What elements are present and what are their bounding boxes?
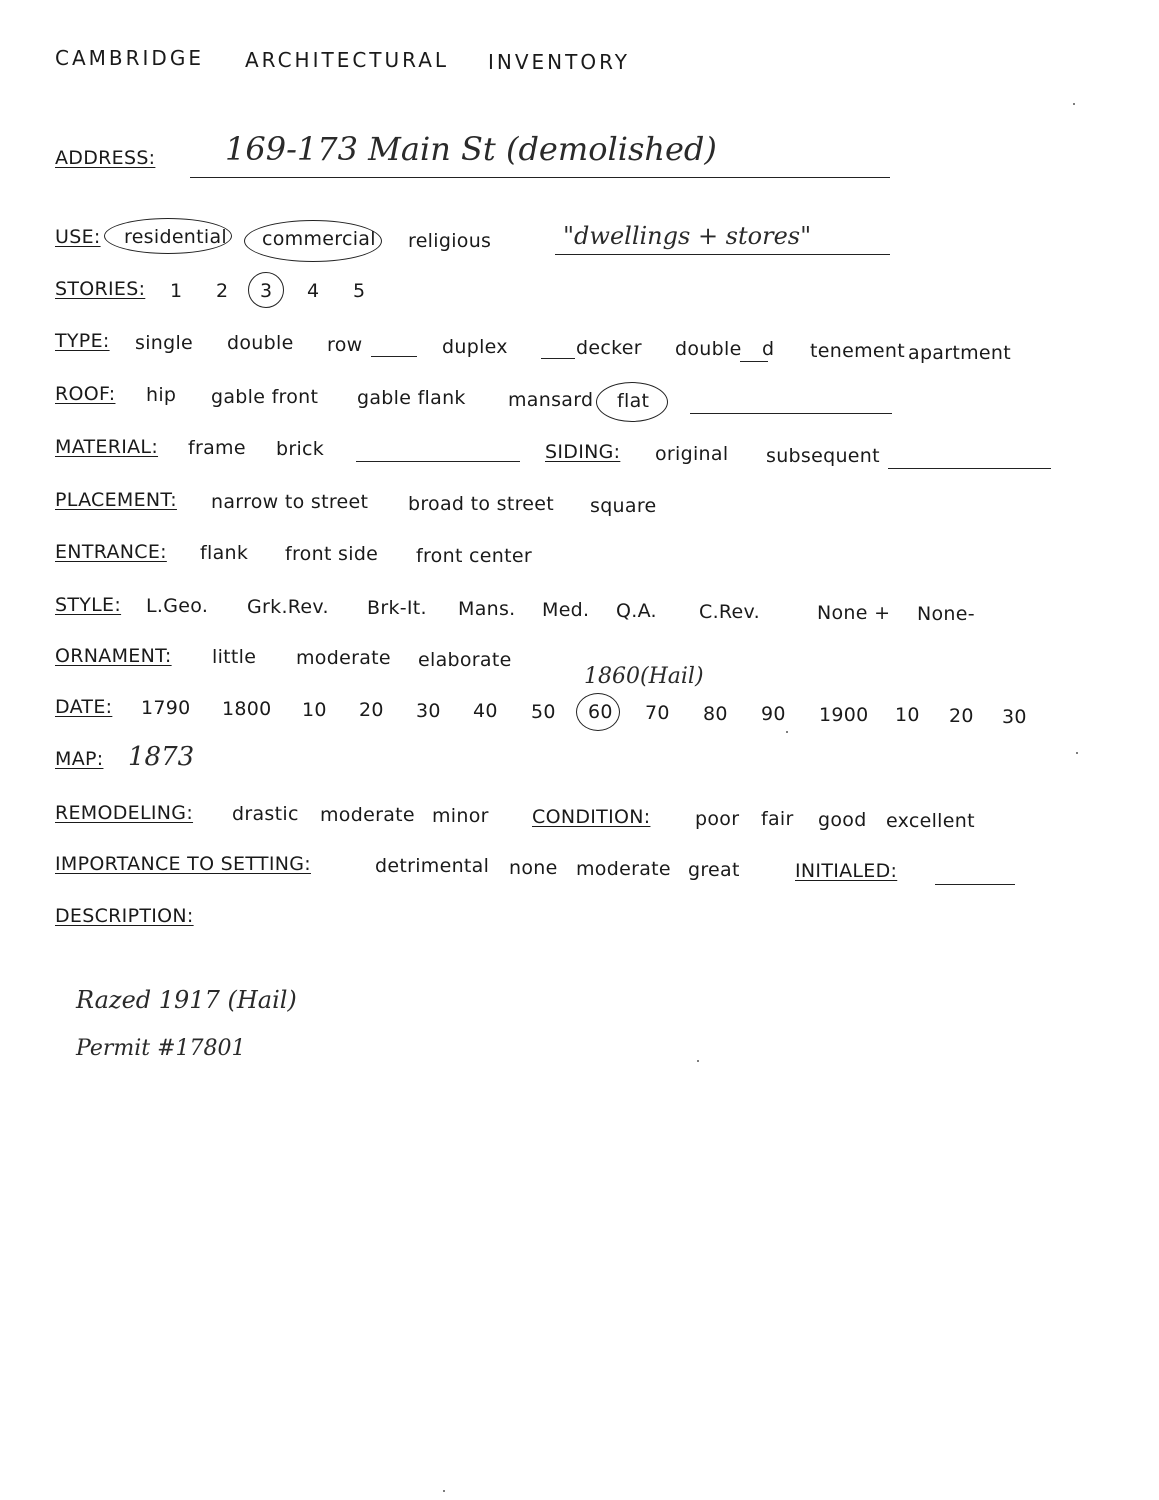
style-crev: C.Rev. xyxy=(699,601,760,623)
address-label: ADDRESS: xyxy=(55,147,156,169)
material-brick: brick xyxy=(276,438,325,460)
type-double-blank xyxy=(740,361,768,362)
type-double-d: d xyxy=(762,338,775,360)
ornament-little: little xyxy=(212,646,257,668)
remodeling-minor: minor xyxy=(432,805,489,827)
stories-5: 5 xyxy=(353,280,366,302)
remodeling-drastic: drastic xyxy=(232,803,299,825)
use-residential: residential xyxy=(124,226,228,248)
address-value: 169-173 Main St (demolished) xyxy=(225,130,717,168)
scan-speck xyxy=(1073,103,1075,105)
roof-hip: hip xyxy=(146,384,177,406)
description-line-2: Permit #17801 xyxy=(76,1036,246,1061)
roof-label: ROOF: xyxy=(55,383,116,405)
style-brkit: Brk-It. xyxy=(367,597,427,619)
condition-fair: fair xyxy=(761,808,794,830)
date-1930: 30 xyxy=(1002,706,1027,728)
ornament-elaborate: elaborate xyxy=(418,649,512,671)
stories-label: STORIES: xyxy=(55,278,146,300)
date-20: 20 xyxy=(359,699,384,721)
importance-great: great xyxy=(688,859,740,881)
stories-3-circle xyxy=(248,272,284,308)
use-note: "dwellings + stores" xyxy=(563,222,812,250)
header-architectural: ARCHITECTURAL xyxy=(245,48,450,72)
roof-flat: flat xyxy=(617,390,650,412)
date-80: 80 xyxy=(703,703,728,725)
description-label: DESCRIPTION: xyxy=(55,905,194,927)
roof-mansard: mansard xyxy=(508,389,594,411)
date-60: 60 xyxy=(588,701,613,723)
condition-excellent: excellent xyxy=(886,810,975,832)
use-residential-circle xyxy=(104,218,232,254)
ornament-moderate: moderate xyxy=(296,647,391,669)
date-label: DATE: xyxy=(55,696,113,718)
placement-broad: broad to street xyxy=(408,493,555,515)
date-1790: 1790 xyxy=(141,697,191,719)
ornament-label: ORNAMENT: xyxy=(55,645,172,667)
importance-none: none xyxy=(509,857,558,879)
siding-line xyxy=(888,468,1051,469)
header-inventory: INVENTORY xyxy=(488,50,630,74)
scan-speck xyxy=(786,731,788,733)
roof-gable-flank: gable flank xyxy=(357,387,466,409)
material-label: MATERIAL: xyxy=(55,436,159,458)
style-label: STYLE: xyxy=(55,594,122,616)
date-70: 70 xyxy=(645,702,670,724)
date-90: 90 xyxy=(761,703,786,725)
material-frame: frame xyxy=(188,437,246,459)
date-40: 40 xyxy=(473,700,498,722)
condition-good: good xyxy=(818,809,867,831)
date-50: 50 xyxy=(531,701,556,723)
use-commercial: commercial xyxy=(262,228,376,250)
siding-label: SIDING: xyxy=(545,441,621,463)
siding-subsequent: subsequent xyxy=(766,445,880,467)
type-label: TYPE: xyxy=(55,330,110,352)
stories-3: 3 xyxy=(260,280,273,302)
date-1920: 20 xyxy=(949,705,974,727)
importance-label: IMPORTANCE TO SETTING: xyxy=(55,853,311,875)
description-line-1: Razed 1917 (Hail) xyxy=(76,986,297,1014)
condition-poor: poor xyxy=(695,808,740,830)
stories-1: 1 xyxy=(170,280,183,302)
style-qa: Q.A. xyxy=(616,600,657,622)
initialed-label: INITIALED: xyxy=(795,860,898,882)
material-line xyxy=(356,461,520,462)
style-lgeo: L.Geo. xyxy=(146,595,209,617)
scan-speck xyxy=(1076,752,1078,754)
style-none-minus: None- xyxy=(917,603,975,625)
style-grkrev: Grk.Rev. xyxy=(247,596,329,618)
placement-square: square xyxy=(590,495,657,517)
date-60-circle xyxy=(576,693,620,731)
siding-original: original xyxy=(655,443,729,465)
scan-speck xyxy=(443,1490,445,1492)
entrance-flank: flank xyxy=(200,542,249,564)
type-tenement: tenement xyxy=(810,340,905,362)
condition-label: CONDITION: xyxy=(532,806,651,828)
date-1910: 10 xyxy=(895,704,920,726)
style-none-plus: None + xyxy=(817,602,891,624)
entrance-front-center: front center xyxy=(416,545,532,567)
type-row-blank xyxy=(371,356,417,357)
type-single: single xyxy=(135,332,194,354)
date-1900: 1900 xyxy=(819,704,869,726)
date-10: 10 xyxy=(302,699,327,721)
map-value: 1873 xyxy=(128,742,195,772)
placement-label: PLACEMENT: xyxy=(55,489,177,511)
initialed-line xyxy=(935,884,1015,885)
style-med: Med. xyxy=(542,599,590,621)
scan-speck xyxy=(697,1060,699,1062)
type-row: row xyxy=(327,334,363,356)
date-note: 1860(Hail) xyxy=(584,664,704,689)
address-line xyxy=(190,177,890,178)
type-double-decker: double xyxy=(675,338,742,360)
use-line xyxy=(555,254,890,255)
type-duplex: duplex xyxy=(442,336,508,358)
date-1800: 1800 xyxy=(222,698,272,720)
importance-detrimental: detrimental xyxy=(375,855,490,877)
stories-2: 2 xyxy=(216,280,229,302)
roof-gable-front: gable front xyxy=(211,386,319,408)
roof-flat-circle xyxy=(596,382,668,422)
entrance-label: ENTRANCE: xyxy=(55,541,167,563)
use-commercial-circle xyxy=(244,220,382,262)
type-decker: decker xyxy=(576,337,642,359)
date-30: 30 xyxy=(416,700,441,722)
type-decker-blank xyxy=(541,358,575,359)
use-label: USE: xyxy=(55,226,101,248)
style-mans: Mans. xyxy=(458,598,516,620)
importance-moderate: moderate xyxy=(576,858,671,880)
header-cambridge: CAMBRIDGE xyxy=(55,46,204,70)
remodeling-label: REMODELING: xyxy=(55,802,194,824)
stories-4: 4 xyxy=(307,280,320,302)
type-double: double xyxy=(227,332,294,354)
map-label: MAP: xyxy=(55,748,104,770)
remodeling-moderate: moderate xyxy=(320,804,415,826)
roof-line xyxy=(690,413,892,414)
entrance-front-side: front side xyxy=(285,543,379,565)
placement-narrow: narrow to street xyxy=(211,491,369,513)
type-apartment: apartment xyxy=(908,342,1011,364)
use-religious: religious xyxy=(408,230,492,252)
